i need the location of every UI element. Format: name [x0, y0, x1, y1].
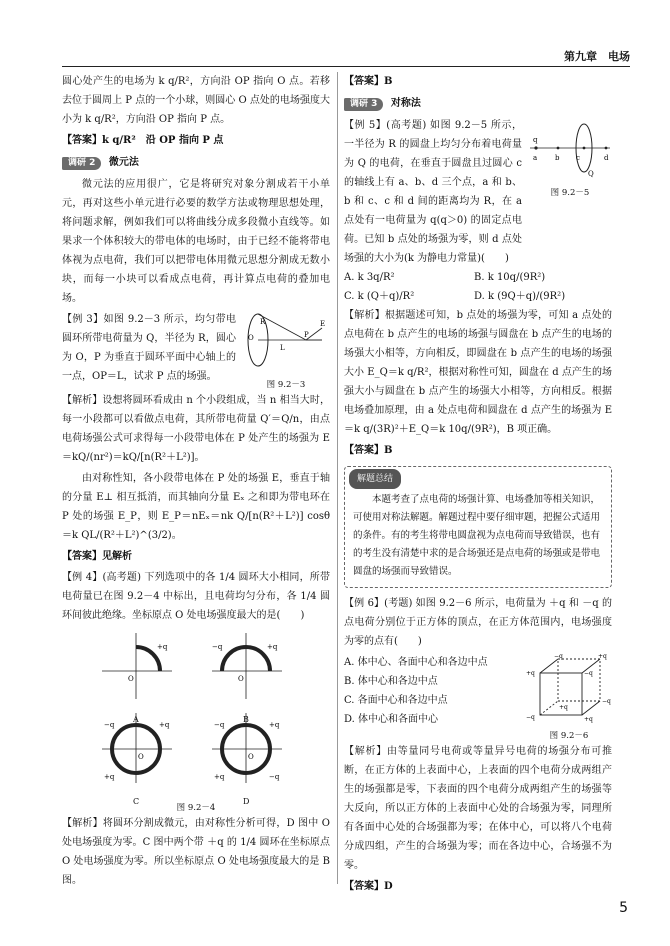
example-6-choices	[344, 653, 522, 742]
svg-text:d: d	[604, 154, 609, 162]
option-d-label: D	[243, 797, 250, 806]
svg-text:+q: +q	[598, 653, 607, 660]
svg-text:+q: +q	[584, 716, 593, 723]
page-number: 5	[619, 900, 628, 916]
svg-text:+q: +q	[267, 643, 278, 651]
svg-text:+q: +q	[214, 773, 225, 781]
svg-text:L: L	[280, 344, 285, 352]
section-title: 对称法	[390, 98, 421, 109]
svg-text:−q: −q	[554, 653, 563, 660]
example-3-text: 【例 3】如图 9.2－3 所示，均匀带电圆环所带电荷量为 Q，半径为 R，圆心为 O，P 为垂直于圆环平面中心轴上的一点，OP＝L，试求 P 点的场强。	[62, 314, 236, 382]
cube-charges-diagram	[526, 653, 612, 723]
disk-axis-diagram	[528, 120, 612, 180]
chapter-title: 第九章 电场	[564, 50, 630, 63]
svg-text:R: R	[260, 318, 266, 326]
svg-text:O: O	[138, 753, 144, 761]
answer-line: 【答案】B	[344, 76, 393, 87]
section-heading-microelement	[62, 153, 330, 172]
solution-summary-box	[344, 466, 612, 588]
svg-text:−q: −q	[526, 714, 535, 721]
ring-field-diagram	[242, 310, 330, 372]
answer-line: 【答案】B	[344, 445, 393, 456]
svg-text:O: O	[128, 675, 134, 683]
svg-text:O: O	[248, 334, 254, 342]
section-tag: 调研 3	[344, 98, 383, 111]
example-3-block	[62, 310, 330, 391]
svg-text:+q: +q	[269, 721, 280, 729]
method-description: 微元法的应用很广，它是将研究对象分割成若干小单元，再对这些小单元进行必要的数学方法或物理思想处理，将问题求解，例如我们可以将曲线分成多段微小直线等。如果求一个体积较大的带电体的电场时，由于已经不能将带电体视为点电荷，我们可以把带电体用微元思想分割成无数小块，而每一小块可以看成点电荷，再计算点电荷的叠加电场。	[62, 179, 330, 304]
choice-c: C. k (Q＋q)/R²	[344, 291, 415, 302]
right-column	[344, 72, 612, 898]
figure-9-2-6	[526, 653, 612, 742]
figure-caption: 图 9.2－6	[549, 731, 589, 741]
svg-text:c: c	[576, 154, 580, 162]
choice-a: A. 体中心、各面中心和各边中点	[344, 657, 488, 668]
svg-text:E: E	[320, 320, 326, 328]
svg-text:+q: +q	[104, 773, 115, 781]
example-5-choices	[344, 268, 612, 306]
answer-line: 【答案】k q/R² 沿 OP 指向 P 点	[62, 135, 224, 146]
option-b-diagram	[212, 633, 282, 699]
svg-text:b: b	[555, 154, 560, 162]
option-c-label: C	[133, 797, 140, 806]
example-6-solution: 【解析】由等量同号电荷或等量异号电荷的场强分布可推断，在正方体的上表面中心，上表面的四个电荷分成两组产生的场强都是零，下表面的四个电荷分成两组产生的场强等大反向，所以正方体的上表面中心处的合场强为零，同理所有各面中心处的合场强都为零；在体中心，可以将八个电荷分成四组，产生的合场强为零；而在各边中心，合场强不为零。	[344, 746, 612, 871]
figure-9-2-3	[242, 310, 330, 391]
option-a-label: A	[133, 715, 139, 724]
svg-text:+q: +q	[157, 643, 168, 651]
svg-text:+q: +q	[159, 721, 170, 729]
svg-text:Q: Q	[588, 170, 594, 178]
left-column	[62, 72, 330, 892]
choice-b: B. 体中心和各边中点	[344, 676, 438, 687]
choice-d: D. 体中心和各面中心	[344, 714, 439, 725]
svg-text:−q: −q	[214, 721, 225, 729]
example-6-text: 【例 6】(考题) 如图 9.2－6 所示，电荷量为 ＋q 和 －q 的点电荷分别位于正方体的顶点，在正方体范围内，电场强度为零的点有( )	[344, 598, 612, 647]
figure-caption: 图 9.2－5	[550, 188, 590, 198]
example-5-text: 【例 5】(高考题) 如图 9.2－5 所示，一半径为 R 的圆盘上均匀分布着电荷量为 Q 的电荷，在垂直于圆盘且过圆心 c 的轴线上有 a、b、d 三个点，a 和 b、b 和 c、c 和 d 间的距离均为 R，在 a 点处有一电荷量为 q(q＞0) 的固定点电荷。已知 b 点处的场强为零，则 d 点处场强的大小为(k 为静电力常量)( )	[344, 120, 522, 264]
svg-text:P: P	[304, 331, 309, 339]
section-tag: 调研 2	[62, 157, 101, 170]
example-4-solution: 【解析】将圆环分割成微元，由对称性分析可得，D 图中 O 处电场强度为零。C 图中两个带 ＋q 的 1/4 圆环在坐标原点 O 处电场强度为零。所以坐标原点 O 处电场强度最大的是 B 图。	[62, 818, 330, 886]
svg-text:a: a	[533, 154, 538, 162]
example-3-solution-part1: 【解析】设想将圆环看成由 n 个小段组成，当 n 相当大时，每一小段都可以看做点电荷，其所带电荷量 Q′＝Q/n，由点电荷场强公式可求得每一小段带电体在 P 处产生的场强为 E＝kQ/(nr²)＝kQ/[n(R²＋L²)]。	[62, 395, 330, 463]
figure-9-2-4	[62, 627, 330, 814]
page-header	[62, 44, 630, 67]
choice-c: C. 各面中心和各边中点	[344, 695, 448, 706]
choice-a: A. k 3q/R²	[344, 272, 395, 283]
svg-text:O: O	[238, 675, 244, 683]
option-a-diagram	[102, 633, 172, 699]
example-6-block	[344, 653, 612, 742]
answer-line: 【答案】D	[344, 881, 393, 892]
option-b-label: B	[243, 715, 249, 724]
column-divider	[337, 72, 338, 884]
example-3-solution-part2: 由对称性知，各小段带电体在 P 处的场强 E，垂直于轴的分量 E⊥ 相互抵消，而其轴向分量 Eₓ 之和即为带电环在 P 处的场强 E_P，则 E_P＝nEₓ＝nk Q/[n(R²＋L²)] cosθ＝k QL/(R²＋L²)^(3/2)。	[62, 473, 330, 541]
section-title: 微元法	[108, 157, 139, 168]
example-4-text: 【例 4】(高考题) 下列选项中的各 1/4 圆环大小相同，所带电荷量已在图 9.2－4 中标出，且电荷均匀分布，各 1/4 圆环间彼此绝缘。坐标原点 O 处电场强度最大的是( )	[62, 572, 330, 621]
svg-text:O: O	[248, 753, 254, 761]
svg-text:−q: −q	[104, 721, 115, 729]
figure-9-2-5	[528, 116, 612, 268]
svg-text:−q: −q	[584, 670, 593, 677]
example-5-block	[344, 116, 612, 268]
svg-text:+q: +q	[559, 704, 568, 711]
svg-text:−q: −q	[269, 773, 280, 781]
summary-text: 本题考查了点电荷的场强计算、电场叠加等相关知识，可使用对称法解题。解题过程中要仔细审题，把握公式适用的条件。有的考生将带电圆盘视为点电荷而导致错误，也有的考生没有清楚中求的是合场强还是点电荷的场强或是带电圆盘的场强而导致错误。	[353, 494, 601, 577]
choice-d: D. k (9Q＋q)/(9R²)	[474, 291, 566, 302]
figure-caption: 图 9.2－3	[266, 380, 306, 390]
figure-caption: 图 9.2－4	[176, 803, 216, 813]
example-5-solution: 【解析】根据题述可知，b 点处的场强为零，可知 a 点处的点电荷在 b 点产生的电场的场强与圆盘在 b 点产生的电场的场强大小相等，方向相反，即圆盘在 b 点产生的电场的场强大小 E_Q＝k q/R²，根据对称性可知，圆盘在 d 点产生的场强大小与圆盘在 b 点产生的场强大小相等，方向相反。根据电场叠加原理，由 a 处点电荷和圆盘在 d 点产生的场强为 E＝k q/(3R)²＋E_Q＝k 10q/(9R²)，B 项正确。	[344, 310, 612, 435]
svg-text:−q: −q	[602, 698, 611, 705]
summary-title: 解题总结	[349, 469, 401, 489]
continued-solution: 圆心处产生的电场为 k q/R²，方向沿 OP 指向 O 点。若移去位于圆周上 P 点的一个小球，则圆心 O 点处的电场强度大小为 k q/R²，方向沿 OP 指向 P 点。	[62, 76, 330, 125]
choice-b: B. k 10q/(9R²)	[474, 272, 546, 283]
svg-text:−q: −q	[212, 643, 223, 651]
quarter-ring-options-diagram	[62, 627, 330, 795]
svg-text:+q: +q	[526, 670, 535, 677]
svg-text:q: q	[533, 136, 538, 144]
section-heading-symmetry	[344, 94, 612, 113]
answer-line: 【答案】见解析	[62, 551, 132, 562]
